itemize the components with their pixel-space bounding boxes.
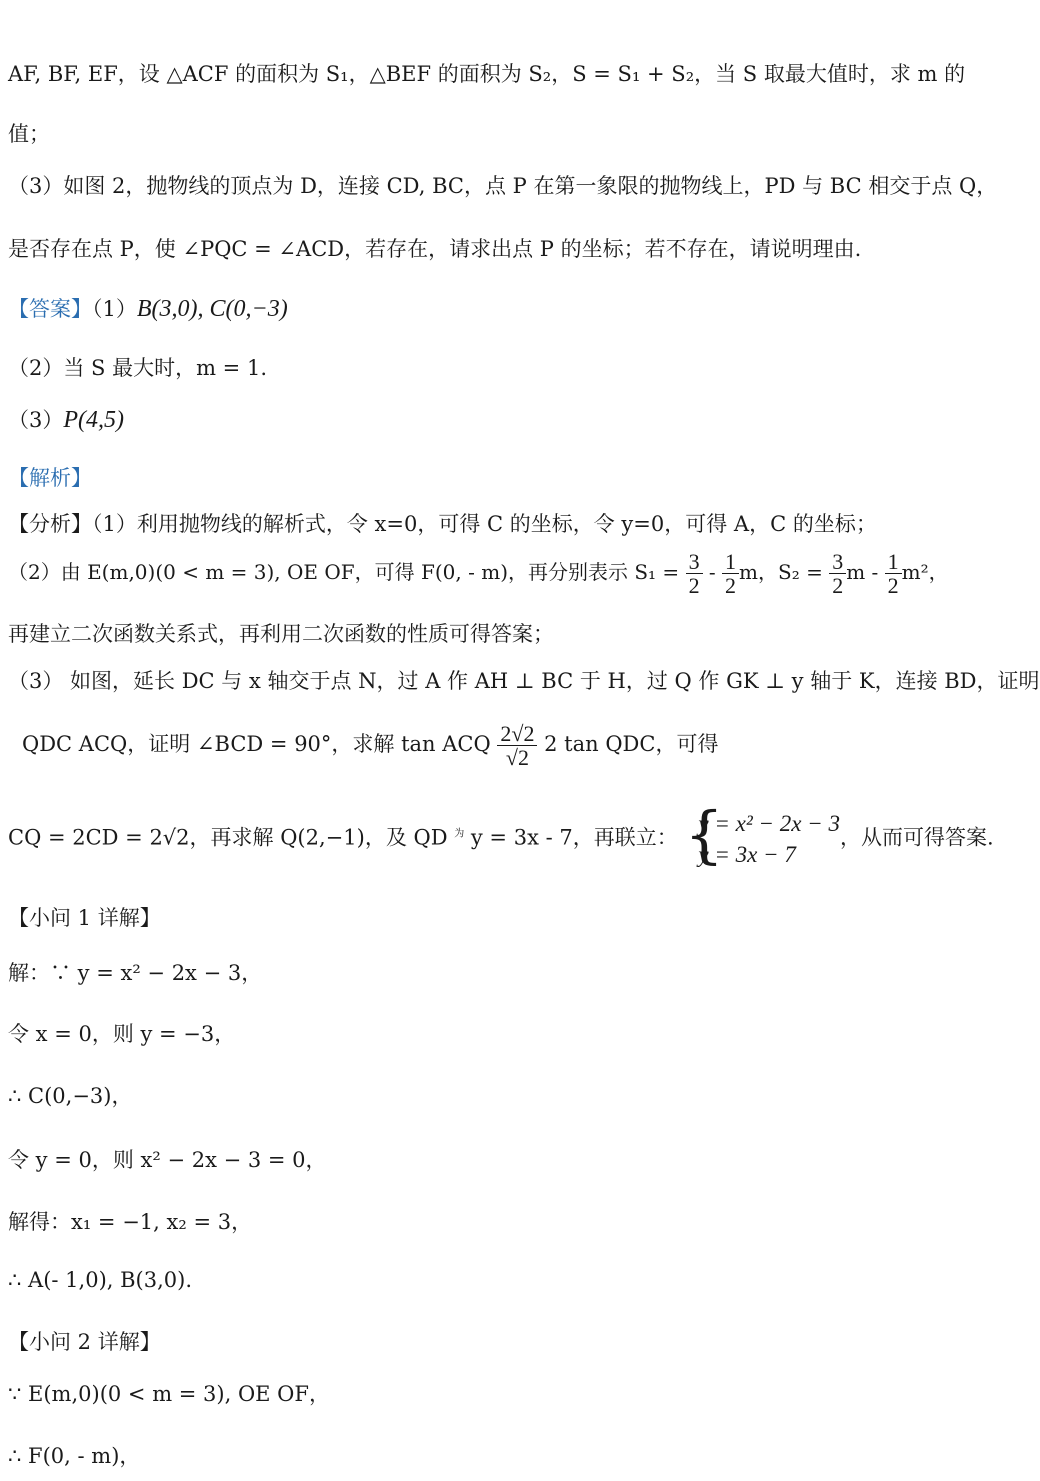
analysis-tag: 【解析】 <box>8 466 92 490</box>
p3-line3b: y = 3x - 7，再联立： <box>464 825 678 850</box>
p2-frac-3: $\frac{3}{2}$ <box>829 550 846 597</box>
answer-line-2: （2）当 S 最大时，m = 1. <box>8 356 267 380</box>
detail2-line-2: ∴ F(0, - m)， <box>8 1444 141 1468</box>
p2-b: m，S₂ = <box>739 560 830 585</box>
answer-1: B(3,0), C(0,−3) <box>136 296 288 322</box>
answer-1-prefix: （1） <box>92 297 137 321</box>
analysis-part2-line2: 再建立二次函数关系式，再利用二次函数的性质可得答案； <box>8 622 554 646</box>
answer-tag: 【答案】 <box>8 297 92 321</box>
analysis-part2-line1 <box>8 550 949 597</box>
p3-line3a: CQ = 2CD = 2√2，再求解 Q(2,−1)，及 QD <box>8 825 455 850</box>
problem-line-2: 值； <box>8 122 50 146</box>
detail2-line-1: ∵ E(m,0)(0 < m = 3), OE OF， <box>8 1382 330 1406</box>
p3-line2b: 2 tan QDC，可得 <box>537 732 719 757</box>
detail1-line-1: 解：∵ y = x² − 2x − 3， <box>8 961 263 985</box>
analysis-part3-line1: （3） 如图，延长 DC 与 x 轴交于点 N，过 A 作 AH ⊥ BC 于 H，过 Q 作 GK ⊥ y 轴于 K，连接 BD，证明 <box>8 669 1040 693</box>
p2-a: （2）由 E(m,0)(0 < m = 3), OE OF，可得 F(0, - m)，再分别表示 S₁ = <box>8 560 686 585</box>
p2-c: m - <box>846 560 885 585</box>
detail1-line-4: 令 y = 0，则 x² − 2x − 3 = 0， <box>8 1148 327 1172</box>
p3-line3c: ，从而可得答案. <box>840 825 994 850</box>
answer-3-prefix: （3） <box>8 408 64 432</box>
answer-3: P(4,5) <box>63 407 125 433</box>
answer-line-3 <box>8 404 124 434</box>
detail2-tag: 【小问 2 详解】 <box>8 1330 161 1354</box>
detail1-line-5: 解得：x₁ = −1, x₂ = 3， <box>8 1210 253 1234</box>
problem-line-4: 是否存在点 P，使 ∠PQC = ∠ACD，若存在，请求出点 P 的坐标；若不存在，请说明理由. <box>8 237 862 261</box>
analysis-part3-line3 <box>8 798 994 871</box>
detail1-line-3: ∴ C(0,−3)， <box>8 1084 133 1108</box>
p2-d: m²， <box>901 560 949 585</box>
analysis-part3-line2 <box>22 722 718 769</box>
equation-system: { y = x² − 2x − 3 y = 3x − 7 <box>684 798 840 871</box>
detail1-line-2: 令 x = 0，则 y = −3， <box>8 1022 236 1046</box>
problem-line-1: AF, BF, EF，设 △ACF 的面积为 S₁，△BEF 的面积为 S₂，S = S₁ + S₂，当 S 取最大值时，求 m 的 <box>8 62 966 86</box>
p2-mid: - <box>702 560 723 585</box>
p2-frac-4: $\frac{1}{2}$ <box>885 550 902 597</box>
detail1-tag: 【小问 1 详解】 <box>8 906 161 930</box>
problem-line-3: （3）如图 2，抛物线的顶点为 D，连接 CD, BC，点 P 在第一象限的抛物线上，PD 与 BC 相交于点 Q， <box>8 174 998 198</box>
p2-frac-1: $\frac{3}{2}$ <box>686 550 703 597</box>
p3-frac: $\frac{2√2}{√2}$ <box>497 722 537 769</box>
p2-frac-2: $\frac{1}{2}$ <box>722 550 739 597</box>
p3-small: 为 <box>454 828 465 840</box>
answer-line-1 <box>8 293 288 323</box>
p3-line2a: QDC ACQ，证明 ∠BCD = 90°，求解 tan ACQ <box>22 732 498 757</box>
analysis-fenxi: 【分析】（1）利用抛物线的解析式，令 x=0，可得 C 的坐标，令 y=0，可得 A，C 的坐标； <box>8 512 877 536</box>
detail1-line-6: ∴ A(- 1,0), B(3,0). <box>8 1268 192 1292</box>
